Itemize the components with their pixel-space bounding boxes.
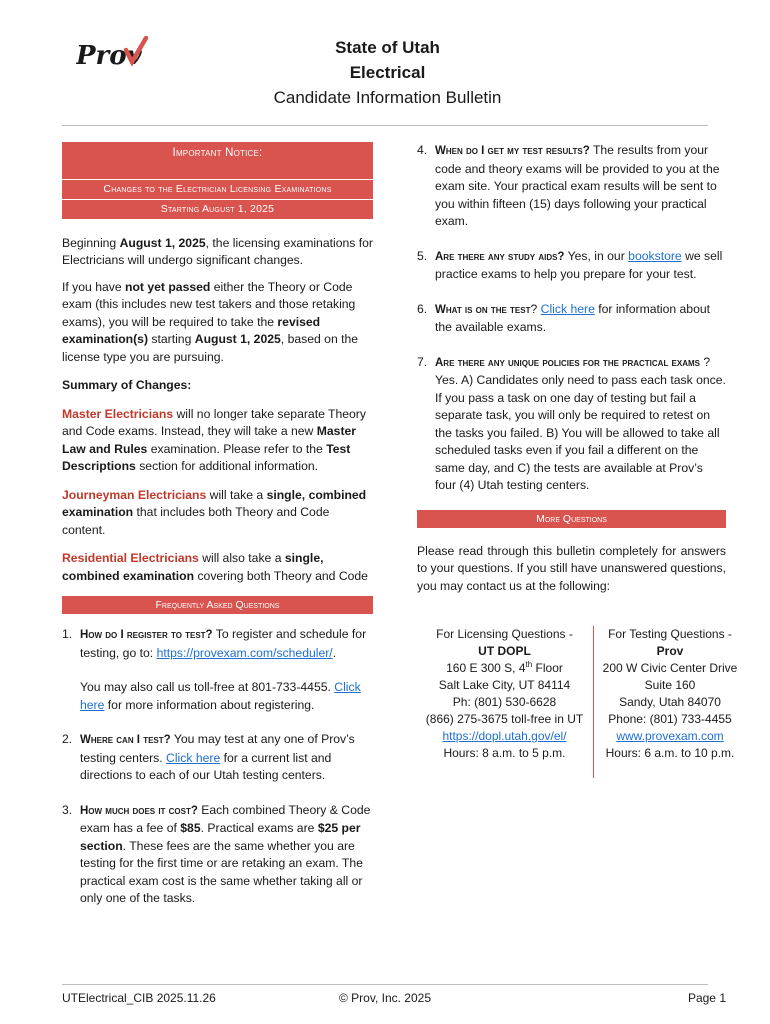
footer-page-number: Page 1 — [687, 991, 726, 1005]
scheduler-link[interactable]: https://provexam.com/scheduler/ — [156, 645, 333, 660]
licensing-contact: For Licensing Questions - UT DOPL 160 E 300 S, 4th Floor Salt Lake City, UT 84114 Ph: (801) 530-6628 (866) 275-3675 toll-free in UT https://dopl.utah.gov/el/ Hours: 8 a.m. to 5 p.m. — [425, 627, 584, 760]
contact-divider — [593, 626, 594, 778]
journeyman-electricians-paragraph: Journeyman Electricians will take a single, combined examination that includes both Theory and Code content. — [62, 487, 367, 537]
notice-heading: Important Notice: — [62, 142, 373, 180]
faq-item-1: 1. How do I register to test? To register and schedule for testing, go to: https://provexam.com/scheduler/. You may also call us toll-free at 801-733-4455. Click here for more information about registering. — [62, 627, 367, 712]
footer-copyright: © Prov, Inc. 2025 — [339, 991, 431, 1005]
left-column — [62, 142, 373, 908]
important-notice-box — [62, 142, 373, 219]
dopl-link[interactable]: https://dopl.utah.gov/el/ — [442, 729, 567, 743]
faq-item-6: 6. What is on the test? Click here for information about the available exams. — [417, 301, 711, 334]
bookstore-link[interactable]: bookstore — [628, 248, 682, 263]
faq-item-4: 4. When do I get my test results? The results from your code and theory exams will be provided to you at the exam site. Your practical exam results will be sent to you within fifteen (15) days following your practical exam. — [417, 143, 720, 228]
faq-item-5: 5. Are there any study aids? Yes, in our bookstore we sell practice exams to help you prepare for your test. — [417, 248, 723, 281]
more-questions-band: More Questions — [417, 510, 726, 528]
intro-paragraph-2: If you have not yet passed either the Theory or Code exam (this includes new test takers and those retaking exams), you will be required to take the revised examination(s) starting August 1, 2025, based on the license type you are pursuing. — [62, 279, 359, 364]
logo-text: Prov — [76, 41, 142, 70]
title-line-3: Candidate Information Bulletin — [273, 88, 502, 107]
title-line-2: Electrical — [349, 63, 426, 82]
register-click-here-link[interactable]: Click here — [80, 680, 361, 712]
footer-doc-id: UTElectrical_CIB 2025.11.26 — [62, 991, 216, 1005]
more-questions-text: Please read through this bulletin completely for answers to your questions. If you still have unanswered questions, you may contact us at the following: — [417, 543, 726, 593]
exam-info-click-here-link[interactable]: Click here — [540, 301, 595, 316]
testing-contact: For Testing Questions - Prov 200 W Civic Center Drive Suite 160 Sandy, Utah 84070 Phone: (801) 733-4455 www.provexam.com Hours: 6 a.m. to 10 p.m. — [602, 627, 738, 760]
summary-heading: Summary of Changes: — [62, 378, 192, 392]
provexam-link[interactable]: www.provexam.com — [616, 729, 724, 743]
notice-line-2: Starting August 1, 2025 — [62, 199, 373, 219]
header-divider — [62, 125, 708, 126]
faq-item-7: 7. Are there any unique policies for the practical exams ? Yes. A) Candidates only need to pass each task once. If you pass a task on one day of testing but fail a separate task, you will only be required to retest on the tasks you failed. B) You will be allowed to take all scheduled tasks even if you fail a different on the same day, and C) the tests are available at Prov’s four (4) Utah testing centers. — [417, 354, 726, 492]
footer-divider — [62, 984, 708, 985]
notice-line-1: Changes to the Electrician Licensing Examinations — [103, 182, 332, 195]
residential-electricians-paragraph: Residential Electricians will also take a single, combined examination covering both Theory and Code — [62, 551, 368, 583]
contact-section — [417, 626, 743, 778]
faq-band: Frequently Asked Questions — [62, 596, 373, 614]
faq-item-2: 2. Where can I test? You may test at any one of Prov’s testing centers. Click here for a current list and directions to each of our Utah testing centers. — [62, 732, 355, 782]
intro-paragraph-1: Beginning August 1, 2025, the licensing examinations for Electricians will undergo significant changes. — [62, 235, 373, 267]
master-electricians-paragraph: Master Electricians will no longer take separate Theory and Code exams. Instead, they will take a new Master Law and Rules examination. Please refer to the Test Descriptions section for additional information. — [62, 406, 366, 473]
testing-centers-click-here-link[interactable]: Click here — [166, 750, 221, 765]
title-line-1: State of Utah — [335, 38, 440, 57]
prov-logo — [76, 36, 148, 70]
right-column — [417, 142, 726, 595]
faq-item-3: 3. How much does it cost? Each combined Theory & Code exam has a fee of $85. Practical exams are $25 per section. These fees are the same whether you are testing for the first time or are retaking an exam. The practical exam cost is the same whether taking all or only one of the tasks. — [62, 802, 371, 905]
